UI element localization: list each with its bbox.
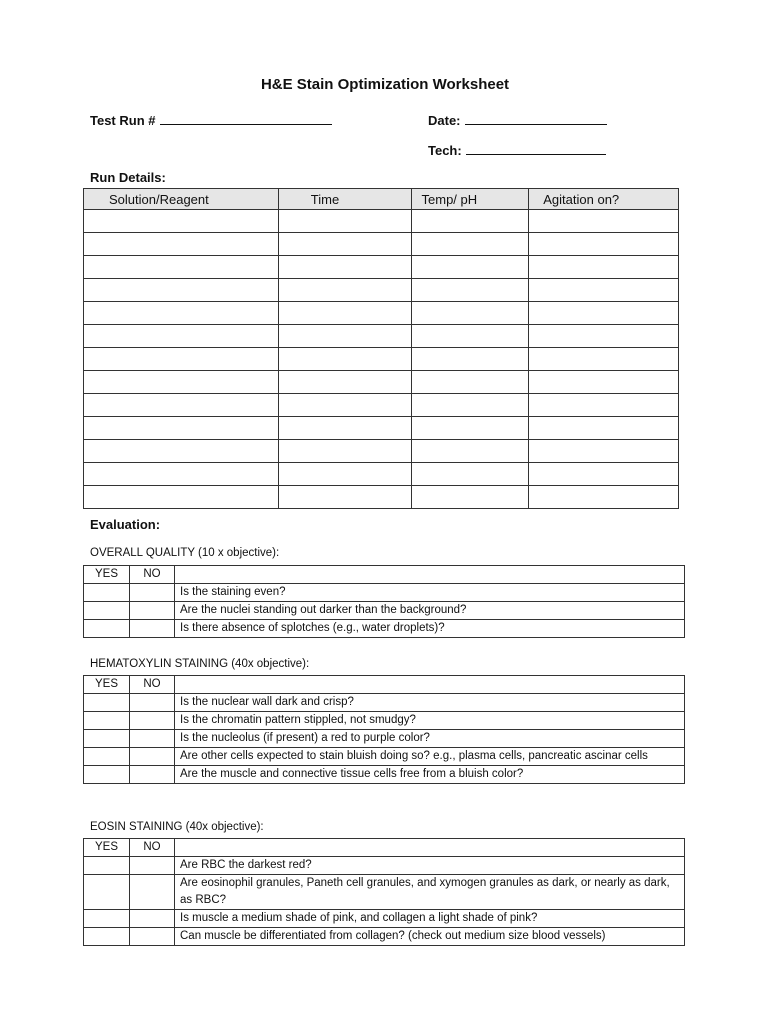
time-cell[interactable] [278,440,411,463]
table-row [84,910,685,928]
solution-cell[interactable] [84,440,279,463]
table-row [84,417,679,440]
agitation-cell[interactable] [529,463,679,486]
table-row [84,394,679,417]
table-row [84,730,685,748]
solution-cell[interactable] [84,233,279,256]
yes-checkbox[interactable] [84,602,130,620]
table-row [84,486,679,509]
agitation-cell[interactable] [529,233,679,256]
table-row [84,233,679,256]
agitation-cell[interactable] [529,210,679,233]
no-checkbox[interactable] [130,857,175,875]
table-row [84,875,685,910]
agitation-cell[interactable] [529,256,679,279]
table-row [84,371,679,394]
time-cell[interactable] [278,325,411,348]
time-cell[interactable] [278,302,411,325]
run-details-header-row [84,189,679,210]
time-cell[interactable] [278,463,411,486]
agitation-cell[interactable] [529,348,679,371]
temp-ph-cell[interactable] [411,256,529,279]
time-cell[interactable] [278,348,411,371]
overall-header-row [84,566,685,584]
hematoxylin-label: HEMATOXYLIN STAINING (40x objective): [90,658,310,670]
agitation-cell[interactable] [529,371,679,394]
evaluation-label: Evaluation: [90,517,161,532]
temp-ph-cell[interactable] [411,486,529,509]
table-row [84,302,679,325]
temp-ph-cell[interactable] [411,279,529,302]
temp-ph-cell[interactable] [411,371,529,394]
yes-header: YES [84,839,130,857]
test-run-field[interactable] [90,112,332,128]
yes-checkbox[interactable] [84,766,130,784]
question-text: Are the muscle and connective tissue cells free from a bluish color? [175,766,685,784]
yes-checkbox[interactable] [84,928,130,946]
question-text: Is the staining even? [175,584,685,602]
eosin-header-row [84,839,685,857]
time-cell[interactable] [278,371,411,394]
temp-ph-cell[interactable] [411,233,529,256]
question-header [175,676,685,694]
no-checkbox[interactable] [130,730,175,748]
solution-cell[interactable] [84,279,279,302]
agitation-cell[interactable] [529,417,679,440]
hematoxylin-table [83,675,685,784]
agitation-cell[interactable] [529,302,679,325]
no-checkbox[interactable] [130,875,175,910]
yes-checkbox[interactable] [84,584,130,602]
no-checkbox[interactable] [130,584,175,602]
temp-ph-cell[interactable] [411,302,529,325]
agitation-cell[interactable] [529,394,679,417]
col-time: Time [278,189,411,210]
yes-checkbox[interactable] [84,620,130,638]
table-row [84,440,679,463]
solution-cell[interactable] [84,486,279,509]
temp-ph-cell[interactable] [411,325,529,348]
solution-cell[interactable] [84,417,279,440]
temp-ph-cell[interactable] [411,394,529,417]
overall-quality-table [83,565,685,638]
yes-checkbox[interactable] [84,875,130,910]
question-text: Are eosinophil granules, Paneth cell granules, and xymogen granules as dark, or nearly as dark, as RBC? [175,875,685,910]
time-cell[interactable] [278,256,411,279]
temp-ph-cell[interactable] [411,210,529,233]
tech-blank[interactable] [466,142,606,155]
solution-cell[interactable] [84,394,279,417]
run-details-label: Run Details: [90,170,166,185]
no-checkbox[interactable] [130,712,175,730]
table-row [84,748,685,766]
question-text: Is the chromatin pattern stippled, not smudgy? [175,712,685,730]
table-row [84,766,685,784]
no-checkbox[interactable] [130,620,175,638]
date-field[interactable] [428,112,607,128]
worksheet-title: H&E Stain Optimization Worksheet [260,76,510,93]
no-checkbox[interactable] [130,928,175,946]
table-row [84,325,679,348]
question-text: Are other cells expected to stain bluish doing so? e.g., plasma cells, pancreatic ascinar cells [175,748,685,766]
solution-cell[interactable] [84,256,279,279]
yes-checkbox[interactable] [84,910,130,928]
solution-cell[interactable] [84,463,279,486]
yes-checkbox[interactable] [84,712,130,730]
test-run-label: Test Run # [90,113,156,128]
agitation-cell[interactable] [529,279,679,302]
table-row [84,279,679,302]
temp-ph-cell[interactable] [411,463,529,486]
table-row [84,348,679,371]
no-checkbox[interactable] [130,748,175,766]
yes-checkbox[interactable] [84,857,130,875]
tech-label: Tech: [428,143,462,158]
table-row [84,256,679,279]
no-checkbox[interactable] [130,602,175,620]
yes-checkbox[interactable] [84,748,130,766]
question-header [175,839,685,857]
temp-ph-cell[interactable] [411,440,529,463]
tech-field[interactable] [428,142,606,158]
no-checkbox[interactable] [130,766,175,784]
eosin-label: EOSIN STAINING (40x objective): [90,821,264,833]
time-cell[interactable] [278,279,411,302]
temp-ph-cell[interactable] [411,348,529,371]
solution-cell[interactable] [84,302,279,325]
col-solution-reagent: Solution/Reagent [84,189,279,210]
question-text: Can muscle be differentiated from collagen? (check out medium size blood vessels) [175,928,685,946]
solution-cell[interactable] [84,210,279,233]
question-text: Is the nucleolus (if present) a red to purple color? [175,730,685,748]
table-row [84,620,685,638]
time-cell[interactable] [278,486,411,509]
time-cell[interactable] [278,233,411,256]
table-row [84,712,685,730]
yes-header: YES [84,676,130,694]
question-text: Is the nuclear wall dark and crisp? [175,694,685,712]
time-cell[interactable] [278,210,411,233]
question-text: Is there absence of splotches (e.g., water droplets)? [175,620,685,638]
col-temp-ph: Temp/ pH [411,189,529,210]
solution-cell[interactable] [84,348,279,371]
time-cell[interactable] [278,417,411,440]
agitation-cell[interactable] [529,325,679,348]
no-header: NO [130,676,175,694]
no-checkbox[interactable] [130,910,175,928]
overall-quality-label: OVERALL QUALITY (10 x objective): [90,547,280,559]
no-checkbox[interactable] [130,694,175,712]
table-row [84,857,685,875]
date-label: Date: [428,113,461,128]
table-row [84,602,685,620]
test-run-blank[interactable] [160,112,332,125]
solution-cell[interactable] [84,371,279,394]
hematoxylin-header-row [84,676,685,694]
question-text: Are RBC the darkest red? [175,857,685,875]
no-header: NO [130,566,175,584]
eosin-table [83,838,685,946]
table-row [84,210,679,233]
run-details-table [83,188,679,509]
col-agitation: Agitation on? [529,189,679,210]
agitation-cell[interactable] [529,440,679,463]
time-cell[interactable] [278,394,411,417]
question-text: Is muscle a medium shade of pink, and collagen a light shade of pink? [175,910,685,928]
table-row [84,928,685,946]
no-header: NO [130,839,175,857]
table-row [84,463,679,486]
yes-checkbox[interactable] [84,694,130,712]
agitation-cell[interactable] [529,486,679,509]
table-row [84,694,685,712]
question-header [175,566,685,584]
date-blank[interactable] [465,112,607,125]
temp-ph-cell[interactable] [411,417,529,440]
solution-cell[interactable] [84,325,279,348]
yes-checkbox[interactable] [84,730,130,748]
table-row [84,584,685,602]
yes-header: YES [84,566,130,584]
question-text: Are the nuclei standing out darker than the background? [175,602,685,620]
